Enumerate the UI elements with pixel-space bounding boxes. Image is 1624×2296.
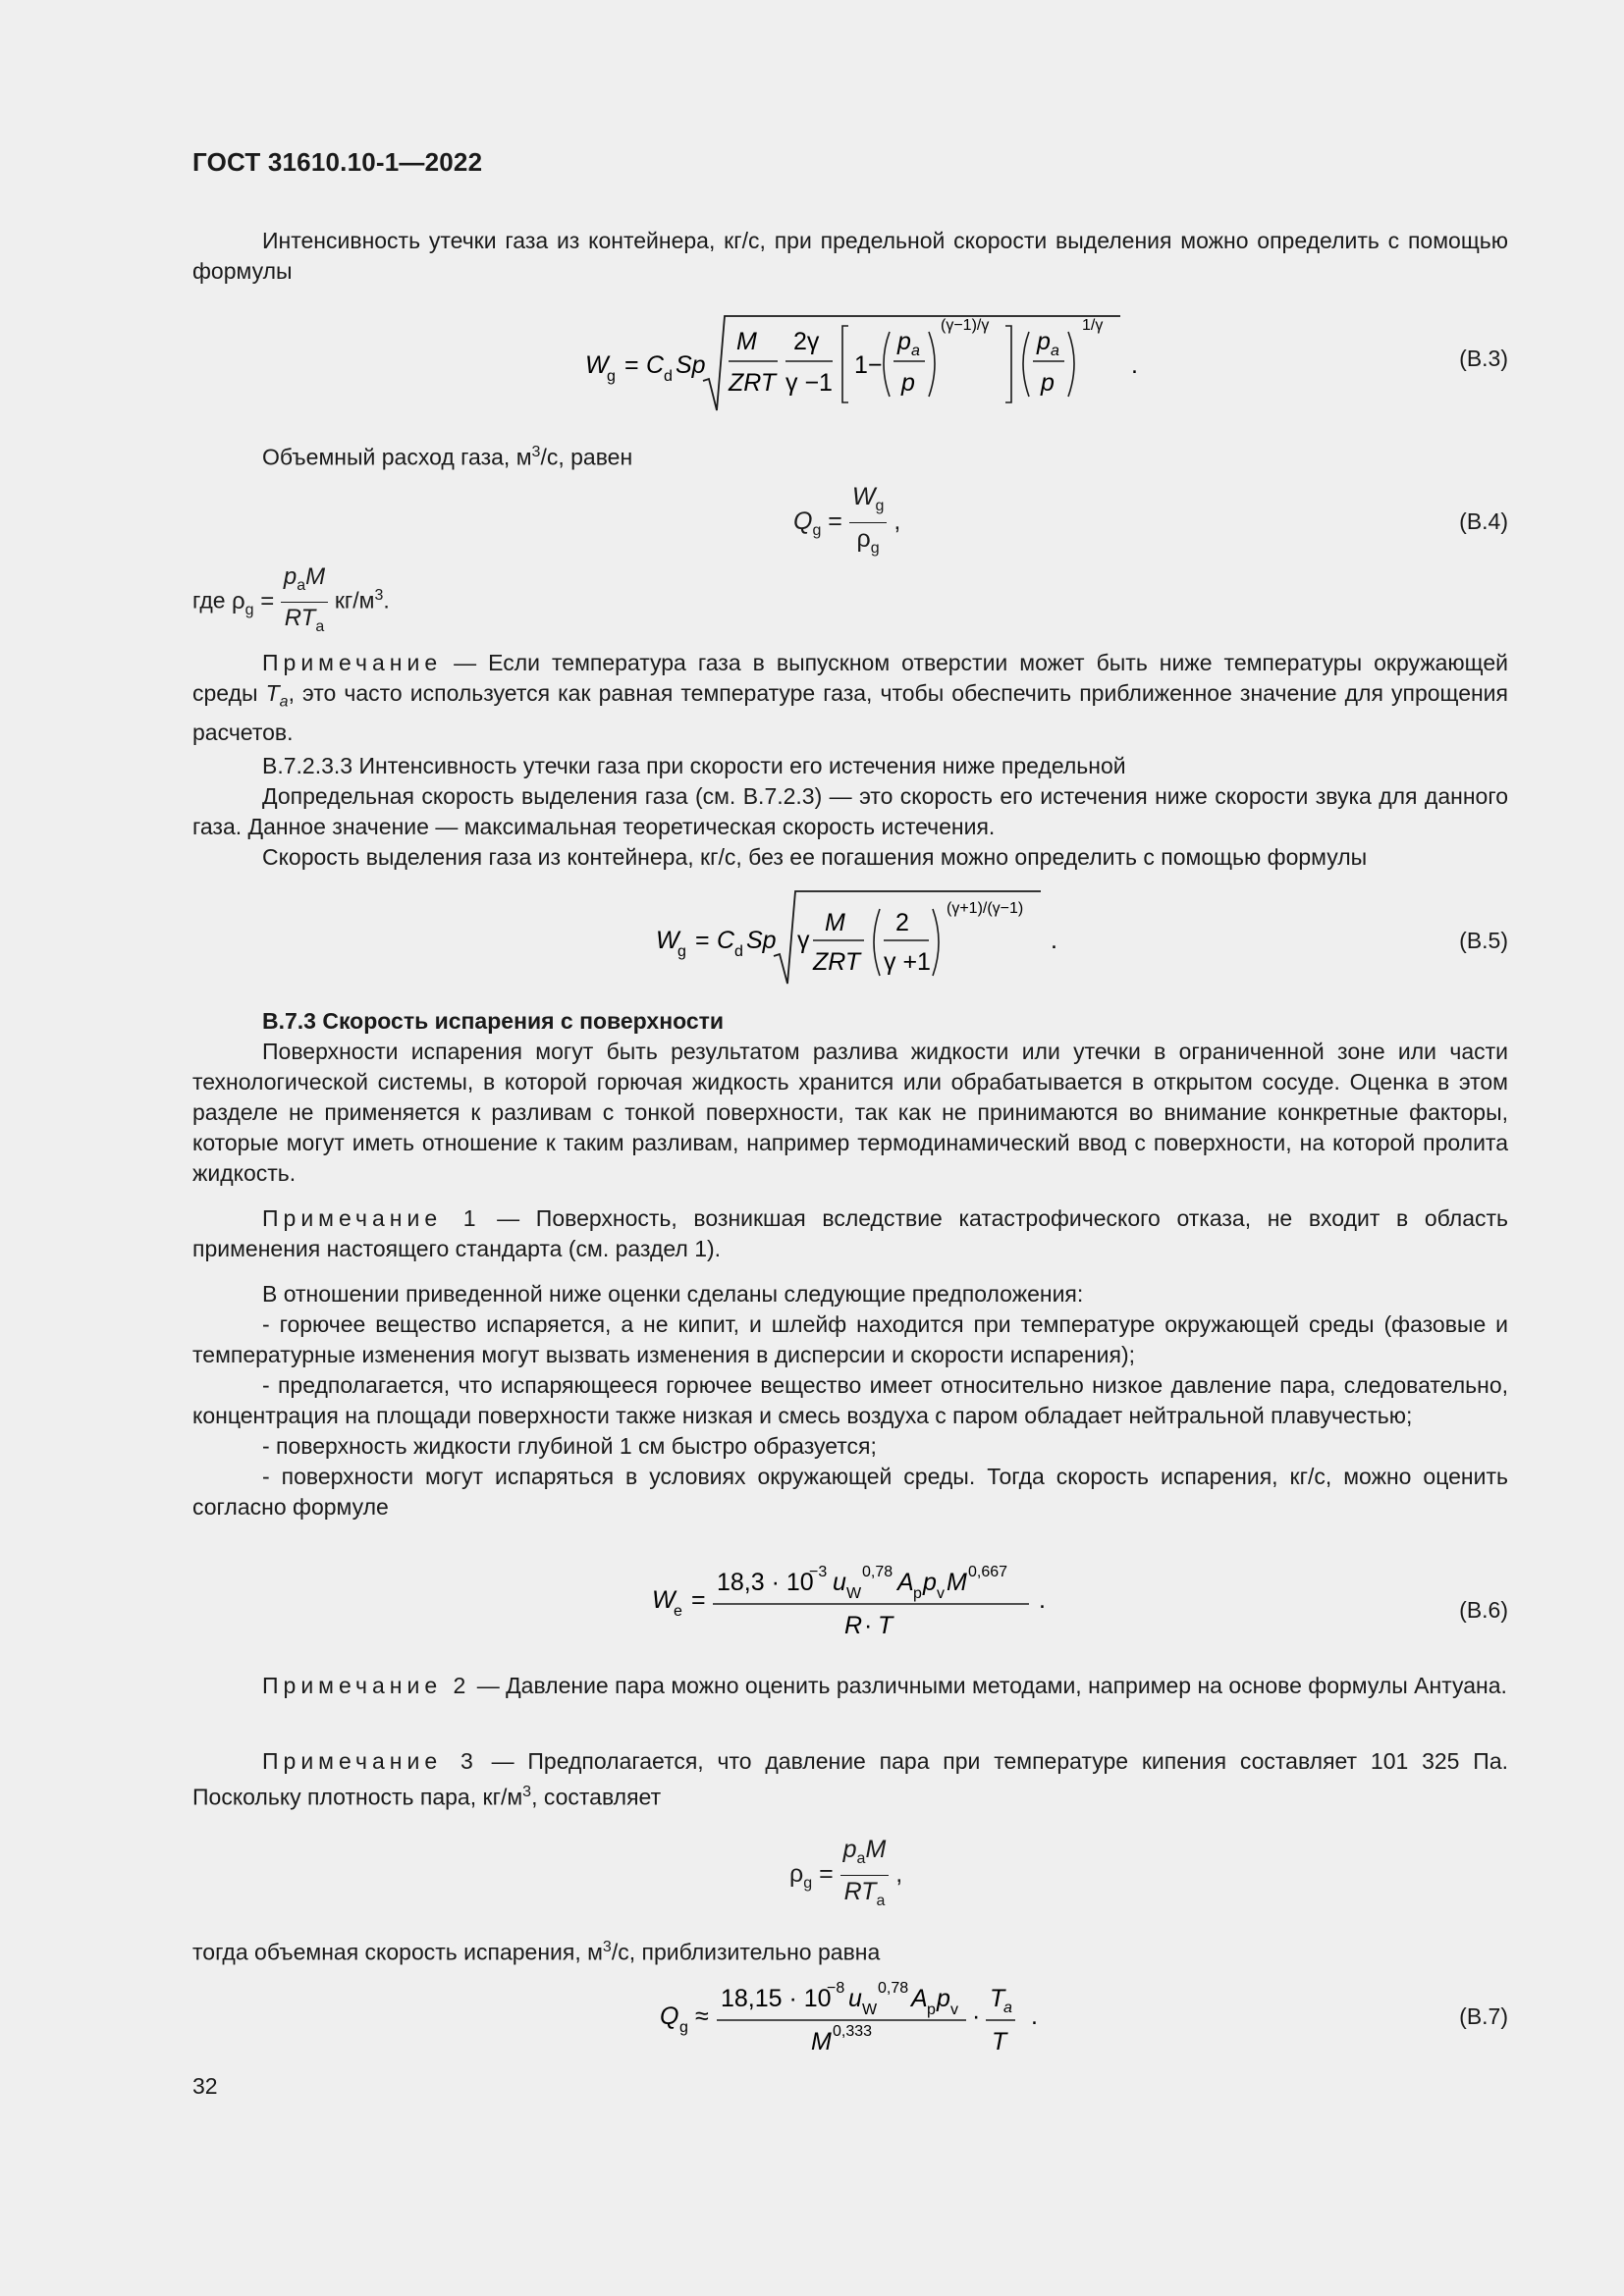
period: . (383, 587, 390, 614)
section-heading: В.7.3 Скорость испарения с поверхности (262, 1008, 725, 1034)
paragraph-text: Допредельная скорость выделения газа (см. В.7.2.3) — это скорость его истечения ниже скорости звука для данного газа. Данное значение — максимальная теоретическая скорость истечения. (192, 783, 1508, 839)
svg-text:e: e (674, 1603, 682, 1620)
svg-text:.: . (1051, 927, 1057, 954)
svg-text:γ −1: γ −1 (785, 369, 833, 397)
note-label: Примечание (262, 650, 443, 675)
svg-text:a: a (1051, 343, 1059, 359)
svg-text:0,78: 0,78 (862, 1564, 893, 1580)
svg-text:1−: 1− (854, 351, 883, 379)
svg-text:ZRT: ZRT (729, 369, 777, 397)
svg-text:γ +1: γ +1 (884, 948, 931, 976)
note-4 (192, 1746, 1508, 1813)
section-7233 (192, 751, 1508, 873)
svg-text:d: d (664, 368, 673, 385)
svg-text:g: g (607, 368, 616, 385)
svg-text:.: . (1031, 2002, 1038, 2030)
svg-text:18,15 · 10: 18,15 · 10 (721, 1985, 832, 2012)
paragraph-text: тогда объемная скорость испарения, м (192, 1939, 603, 1965)
svg-text:1/γ: 1/γ (1082, 317, 1104, 334)
where-label: где (192, 587, 226, 614)
svg-text:C: C (646, 351, 665, 379)
unit-text: кг/м (334, 587, 375, 614)
svg-text:p: p (1041, 369, 1055, 397)
svg-text:W: W (846, 1585, 862, 1602)
svg-text:p: p (927, 2002, 936, 2018)
svg-text:u: u (848, 1985, 862, 2012)
formula-b3 (585, 312, 1155, 427)
svg-text:.: . (1131, 351, 1138, 379)
svg-text:·: · (864, 1612, 873, 1639)
svg-text:Sp: Sp (676, 351, 706, 379)
rho-g-formula: $\rho_g$ = $p_aM$ $RT_a$ (232, 588, 335, 614)
svg-text:−8: −8 (827, 1980, 845, 1997)
svg-text:W: W (652, 1586, 676, 1614)
paragraph-text: /с, приблизительно равна (611, 1939, 881, 1965)
svg-text:A: A (911, 1985, 928, 2012)
svg-text:d: d (734, 943, 743, 960)
note-label: Примечание 2 (262, 1673, 471, 1698)
note-text: — Если температура газа в выпускном отверстии может быть ниже температуры окружающей среды (192, 650, 1508, 706)
svg-text:u: u (833, 1569, 846, 1596)
section-73 (192, 1006, 1508, 1189)
svg-text:A: A (897, 1569, 914, 1596)
svg-text:0,78: 0,78 (878, 1980, 909, 1997)
document-header: ГОСТ 31610.10-1—2022 (192, 147, 483, 177)
svg-text:v: v (950, 2002, 958, 2018)
rho-g-formula-2: $\rho_g$ = $p_aM$ $RT_a$ , (789, 1836, 903, 1909)
svg-text:=: = (691, 1586, 706, 1614)
note-text: — Давление пара можно оценить различными методами, например на основе формулы Антуана. (470, 1673, 1507, 1698)
superscript: 3 (602, 1939, 612, 1955)
svg-text:p: p (901, 369, 915, 397)
paragraph-text: Скорость выделения газа из контейнера, кг/с, без ее погашения можно определить с помощью формулы (262, 844, 1368, 870)
equation-number-b3: (В.3) (1459, 346, 1508, 371)
formula-b6 (652, 1563, 1064, 1648)
note-text: , составляет (531, 1784, 662, 1810)
assumptions-list (192, 1279, 1508, 1522)
svg-text:≈: ≈ (695, 2002, 709, 2030)
svg-text:v: v (937, 1585, 945, 1602)
intro-paragraph (192, 226, 1508, 287)
svg-text:T: T (992, 2028, 1007, 2056)
symbol-ta: $T_a$ (265, 680, 289, 711)
svg-text:a: a (911, 343, 920, 359)
svg-text:(γ+1)/(γ−1): (γ+1)/(γ−1) (947, 900, 1024, 917)
list-item: - горючее вещество испаряется, а не кипит, и шлейф находится при температуре окружающей среды (фазовые и температурные изменения могут вызвать изменения в дисперсии и скорости испарения); (192, 1311, 1508, 1367)
equation-number-b7: (В.7) (1459, 2003, 1508, 2029)
volume-flow-paragraph (192, 437, 1508, 473)
svg-text:p: p (923, 1569, 937, 1596)
svg-text:0,667: 0,667 (968, 1564, 1008, 1580)
svg-text:Q: Q (660, 2002, 679, 2030)
svg-text:M: M (947, 1569, 967, 1596)
svg-text:·: · (972, 2002, 981, 2030)
svg-text:−3: −3 (809, 1564, 828, 1580)
svg-text:=: = (695, 927, 710, 954)
svg-text:M: M (736, 328, 757, 355)
formula-b5 (656, 887, 1068, 992)
svg-text:a: a (1003, 2000, 1012, 2016)
section-heading: В.7.2.3.3 Интенсивность утечки газа при скорости его истечения ниже предельной (262, 753, 1126, 778)
svg-text:R: R (844, 1612, 863, 1639)
svg-text:Sp: Sp (746, 927, 777, 954)
svg-text:W: W (862, 2002, 878, 2018)
svg-text:g: g (677, 943, 686, 960)
svg-text:p: p (897, 328, 911, 355)
svg-text:C: C (717, 927, 735, 954)
note-1 (192, 648, 1508, 748)
superscript: 3 (531, 444, 541, 460)
formula-b4: $Q_g$ = $\frac{W_g}{\rho_g}$ , (793, 483, 901, 557)
equation-number-b5: (В.5) (1459, 928, 1508, 953)
svg-text:=: = (624, 351, 639, 379)
list-item: - предполагается, что испаряющееся горючее вещество имеет относительно низкое давление пара, следовательно, концентрация на площади поверхности также низкая и смесь воздуха с паром обладает нейтральной плавучестью; (192, 1372, 1508, 1428)
svg-text:p: p (1037, 328, 1051, 355)
equation-number-b6: (В.6) (1459, 1597, 1508, 1623)
note-text: , это часто используется как равная температуре газа, чтобы обеспечить приближенное значение для упрощения расчетов. (192, 680, 1508, 745)
volume-evaporation-paragraph (192, 1932, 1508, 1968)
superscript: 3 (374, 586, 384, 604)
paragraph-text: Поверхности испарения могут быть результатом разлива жидкости или утечки в ограниченной зоне или части технологической системы, в которой горючая жидкость хранится или обрабатывается в открытом сосуде. Оценка в этом разделе не применяется к разливам с тонкой поверхности, так как не принимаются во внимание конкретные факторы, которые могут иметь отношение к таким разливам, например термодинамический ввод с поверхности, на которой пролита жидкость. (192, 1039, 1508, 1186)
svg-text:T: T (990, 1985, 1005, 2012)
note-text: — Поверхность, возникшая вследствие катастрофического отказа, не входит в область применения настоящего стандарта (см. раздел 1). (192, 1205, 1508, 1261)
superscript: 3 (522, 1784, 532, 1800)
svg-text:.: . (1039, 1586, 1046, 1614)
svg-text:2: 2 (895, 909, 909, 936)
svg-text:(γ−1)/γ: (γ−1)/γ (941, 317, 990, 334)
svg-text:18,3 · 10: 18,3 · 10 (717, 1569, 814, 1596)
svg-text:W: W (585, 351, 609, 379)
note-text: — Предполагается, что давление пара при температуре кипения составляет 101 325 Па. Поскольку плотность пара, кг/м (192, 1748, 1509, 1810)
note-2 (192, 1203, 1508, 1264)
svg-text:γ: γ (797, 927, 810, 954)
svg-text:2γ: 2γ (793, 328, 820, 355)
paragraph-text: В отношении приведенной ниже оценки сделаны следующие предположения: (262, 1281, 1084, 1307)
page-number: 32 (192, 2073, 218, 2099)
paragraph-text: Объемный расход газа, м (262, 444, 532, 470)
note-label: Примечание 1 (262, 1205, 481, 1231)
paragraph-text: /с, равен (540, 444, 633, 470)
svg-text:M: M (811, 2028, 832, 2056)
svg-text:g: g (679, 2019, 688, 2036)
paragraph-text: Интенсивность утечки газа из контейнера, кг/с, при предельной скорости выделения можно определить с помощью формулы (192, 228, 1508, 284)
list-item: - поверхность жидкости глубиной 1 см быстро образуется; (262, 1433, 877, 1459)
equation-number-b4: (В.4) (1459, 508, 1508, 534)
svg-text:M: M (825, 909, 845, 936)
where-clause (192, 563, 1508, 641)
svg-text:ZRT: ZRT (813, 948, 861, 976)
svg-text:0,333: 0,333 (833, 2023, 873, 2040)
note-3 (192, 1671, 1508, 1701)
formula-b7 (660, 1979, 1053, 2064)
svg-text:p: p (937, 1985, 950, 2012)
list-item: - поверхности могут испаряться в условиях окружающей среды. Тогда скорость испарения, кг/с, можно оценить согласно формуле (192, 1464, 1508, 1520)
svg-text:W: W (656, 927, 679, 954)
note-label: Примечание 3 (262, 1748, 478, 1774)
svg-text:T: T (878, 1612, 893, 1639)
svg-text:p: p (913, 1585, 922, 1602)
